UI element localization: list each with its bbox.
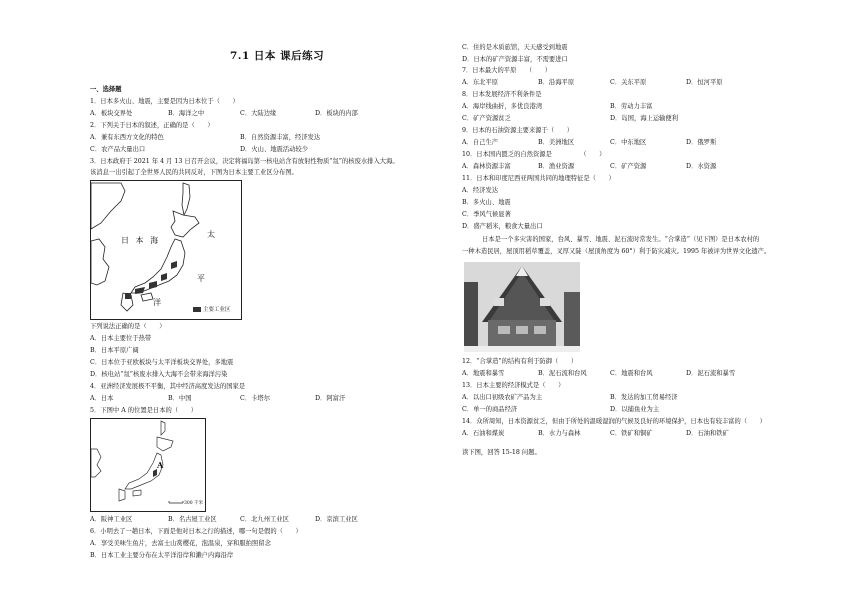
- q13-option-c: C．单一的商品经济: [462, 406, 518, 413]
- question-10: 10．日本国内匮乏的自然资源是 （ ）: [462, 151, 606, 158]
- q7-option-d: D．恒河平原: [686, 79, 723, 86]
- q6-option-c: C．住的是木质旅馆，天天感受到地震: [462, 44, 568, 51]
- question-7: 7．日本最大的平原 （ ）: [462, 67, 552, 74]
- q14-option-c: C．铁矿和铜矿: [610, 430, 653, 437]
- q11-option-c: C．季风气候显著: [462, 211, 511, 218]
- q7-option-c: C．关东平原: [610, 79, 647, 86]
- q9-option-c: C．中东地区: [610, 139, 647, 146]
- q10-option-a: A．森林资源丰富: [462, 163, 511, 170]
- sea-of-japan-label: 日 本 海: [121, 236, 161, 245]
- passage-line-2: 一种木造民居，屋顶用稻草覆盖，叉厚又陡（屋顶角度为 60°）利于防灾减灾。1995 年被评为世界文化遗产。: [462, 248, 771, 255]
- section-heading: 一、选择题: [90, 86, 122, 93]
- q8-option-d: D．岛国，海上运输便利: [610, 115, 679, 122]
- q1-option-c: C．大陆边缘: [240, 110, 277, 117]
- q5-option-c: C．北九州工业区: [240, 516, 289, 523]
- q10-option-d: D．水资源: [686, 163, 717, 170]
- q6-option-b: B．日本工业主要分布在太平洋沿岸和濑户内海沿岸: [90, 552, 234, 559]
- q11-option-d: D．盛产稻米，粮食大量出口: [462, 223, 543, 230]
- q9-option-d: D．俄罗斯: [686, 139, 717, 146]
- q5-option-a: A．阪神工业区: [90, 516, 133, 523]
- q1-option-d: D．板块的内部: [315, 110, 358, 117]
- q1-option-b: B．海洋之中: [168, 110, 205, 117]
- question-6: 6．小明去了一趟日本，下面是他对日本之行的描述，哪一句是假的（ ）: [90, 528, 302, 535]
- q12-option-a: A．地震和暴雪: [462, 370, 505, 377]
- question-3: 下列说法正确的是（ ）: [90, 323, 166, 330]
- q4-option-a: A．日本: [90, 395, 114, 402]
- q14-option-d: D．石油和铁矿: [686, 430, 729, 437]
- q2-option-d: D．火山、地震活动较少: [240, 146, 309, 153]
- q12-option-b: B．泥石流和台风: [538, 370, 587, 377]
- point-a-label: A: [157, 460, 164, 470]
- q3-option-c: C．日本位于亚欧板块与太平洋板块交界处，多地震: [90, 359, 234, 366]
- q9-option-a: A．自己生产: [462, 139, 499, 146]
- question-14: 14．众所周知，日本资源贫乏，但由于所处的温暖湿润的气候及良好的环境保护，日本也有较丰富的（ ）: [462, 418, 766, 425]
- page-title: 7.1 日本 课后练习: [230, 50, 325, 62]
- q3-option-d: D．核电站“氚”核废水排入大海不会带来海洋污染: [90, 371, 228, 378]
- question-5: 5．下图中 A 的位置是日本的（ ）: [90, 407, 198, 414]
- q14-option-a: A．石油和煤炭: [462, 430, 505, 437]
- q2-option-b: B．自然资源丰富，经济发达: [240, 134, 321, 141]
- q6-option-a: A．享受美味生鱼片，去富士山赏樱花，泡温泉，穿和服拍照留念: [90, 540, 271, 547]
- question-12: 12．“合掌造”的结构有利于防御（ ）: [462, 358, 578, 365]
- question-15-intro: 读下图，回答 15-18 问题。: [462, 449, 541, 456]
- q12-option-d: D．泥石流和暴雪: [686, 370, 736, 377]
- japan-industry-map: [90, 180, 242, 320]
- q11-option-a: A．经济发达: [462, 187, 499, 194]
- q3-option-a: A．日本主要位于热带: [90, 335, 152, 342]
- q6-option-d: D．日本的矿产资源丰富，不需要进口: [462, 56, 568, 63]
- question-13: 13．日本主要的经济模式是（ ）: [462, 382, 565, 389]
- q5-option-b: B．名古屋工业区: [168, 516, 217, 523]
- japan-map-drawing: [91, 181, 241, 319]
- q13-option-a: A．以出口初级农矿产品为主: [462, 394, 543, 401]
- q14-option-b: B．水力与森林: [538, 430, 581, 437]
- question-9: 9．日本的石油资源主要来源于（ ）: [462, 127, 574, 134]
- scale-label: 300 千米: [184, 501, 204, 506]
- q8-option-c: C．矿产资源贫乏: [462, 115, 511, 122]
- q12-option-c: C．地震和台风: [610, 370, 653, 377]
- pacific-label-3: 洋: [153, 298, 161, 307]
- q5-option-d: D．京滨工业区: [315, 516, 358, 523]
- japan-location-map: [90, 418, 206, 512]
- question-8: 8．日本发展经济不利条件是: [462, 91, 542, 98]
- gassho-house-photo: [464, 262, 580, 352]
- legend-label: 主要工业区: [203, 307, 231, 313]
- question-1: 1．日本多火山、地震，主要是因为日本位于（ ）: [90, 98, 239, 105]
- pacific-label-1: 太: [207, 230, 215, 239]
- q13-option-d: D．以捕鱼业为主: [610, 406, 660, 413]
- question-3-line1: 3．日本政府于 2021 年 4 月 13 日召开会议，决定将福岛第一核电站含有放射性物质“氚”的核废水排入大海。: [90, 158, 399, 165]
- q7-option-a: A．东北平原: [462, 79, 499, 86]
- question-11: 11．日本和印度尼西亚两国共同的地理特征是（ ）: [462, 175, 615, 182]
- q8-option-a: A．海岸线曲折，多优良港湾: [462, 103, 543, 110]
- pacific-label-2: 平: [197, 274, 205, 283]
- q4-option-d: D．阿富汗: [315, 395, 346, 402]
- q7-option-b: B．沿海平原: [538, 79, 575, 86]
- q10-option-c: C．矿产资源: [610, 163, 647, 170]
- q2-option-a: A．兼有东西方文化的特色: [90, 134, 164, 141]
- q3-option-b: B．日本平原广阔: [90, 347, 139, 354]
- japan-outline-drawing: [91, 419, 205, 511]
- q1-option-a: A．板块交界处: [90, 110, 133, 117]
- gassho-house-drawing: [464, 262, 580, 352]
- q9-option-b: B．美洲地区: [538, 139, 575, 146]
- q13-option-b: B．发达的加工贸易经济: [610, 394, 678, 401]
- q10-option-b: B．渔业资源: [538, 163, 575, 170]
- passage-line-1: 日本是一个多灾害的国家，台风、暴雪、地震、泥石流时常发生。“合掌造”（见下图）是日本农村的: [482, 236, 760, 243]
- question-2: 2．下列关于日本的叙述，正确的是（ ）: [90, 122, 214, 129]
- legend-swatch: [193, 307, 201, 312]
- question-4: 4．亚洲经济发展极不平衡，其中经济高度发达的国家是: [90, 383, 246, 390]
- q4-option-b: B．中国: [168, 395, 192, 402]
- q8-option-b: B．劳动力丰富: [610, 103, 653, 110]
- q11-option-b: B．多火山、地震: [462, 199, 511, 206]
- question-3-line2: 该消息一出引起了全世界人民的共同反对，下图为日本主要工业区分布图。: [90, 169, 298, 176]
- q2-option-c: C．农产品大量出口: [90, 146, 146, 153]
- q4-option-c: C．卡塔尔: [240, 395, 271, 402]
